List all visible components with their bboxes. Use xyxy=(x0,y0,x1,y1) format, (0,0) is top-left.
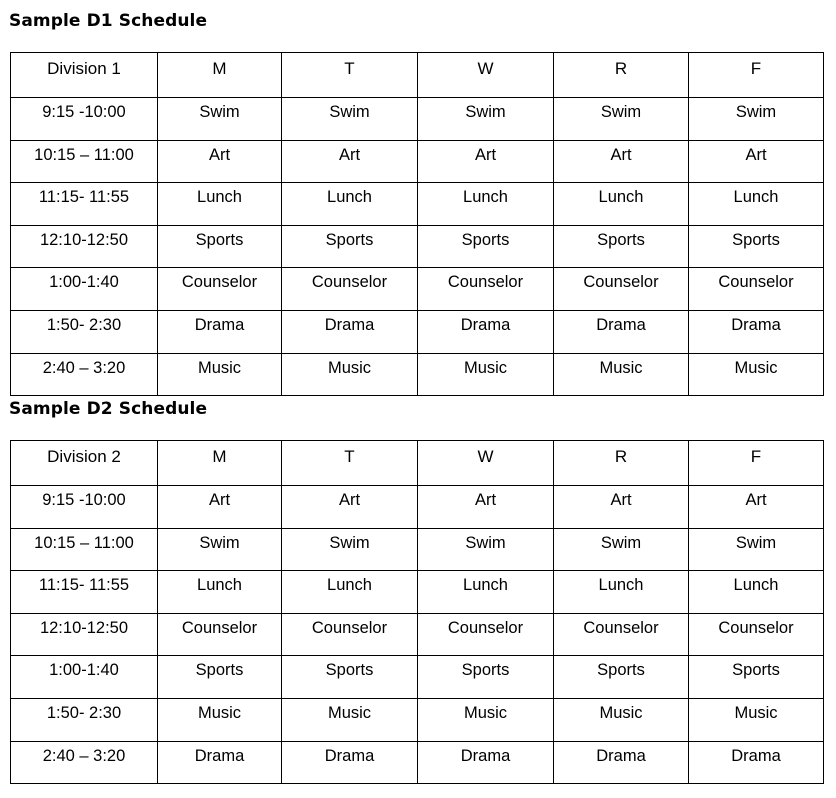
time-slot: 12:10-12:50 xyxy=(11,613,158,656)
activity-cell: Swim xyxy=(282,98,418,141)
activity-cell: Music xyxy=(689,353,824,396)
activity-cell: Music xyxy=(554,353,689,396)
table-row xyxy=(11,268,824,311)
activity-cell: Counselor xyxy=(554,268,689,311)
activity-cell: Sports xyxy=(282,656,418,699)
activity-cell: Music xyxy=(282,353,418,396)
activity-cell: Lunch xyxy=(689,183,824,226)
activity-cell: Swim xyxy=(689,98,824,141)
activity-cell: Art xyxy=(158,140,282,183)
activity-cell: Sports xyxy=(158,656,282,699)
activity-cell: Music xyxy=(158,353,282,396)
schedule-2-table xyxy=(10,440,824,784)
table-row xyxy=(11,613,824,656)
activity-cell: Counselor xyxy=(418,613,554,656)
activity-cell: Lunch xyxy=(158,183,282,226)
activity-cell: Lunch xyxy=(282,571,418,614)
time-slot: 1:00-1:40 xyxy=(11,268,158,311)
activity-cell: Drama xyxy=(418,741,554,784)
activity-cell: Counselor xyxy=(689,268,824,311)
activity-cell: Swim xyxy=(418,98,554,141)
activity-cell: Art xyxy=(689,486,824,529)
activity-cell: Music xyxy=(554,698,689,741)
day-header: R xyxy=(554,53,689,98)
table-row xyxy=(11,98,824,141)
activity-cell: Swim xyxy=(689,528,824,571)
table-row xyxy=(11,698,824,741)
activity-cell: Swim xyxy=(418,528,554,571)
day-header: T xyxy=(282,441,418,486)
table-row xyxy=(11,656,824,699)
schedule-1-table xyxy=(10,52,824,396)
activity-cell: Swim xyxy=(282,528,418,571)
activity-cell: Art xyxy=(554,486,689,529)
schedule-2-title: Sample D2 Schedule xyxy=(9,399,208,419)
activity-cell: Counselor xyxy=(554,613,689,656)
activity-cell: Drama xyxy=(689,741,824,784)
table-row xyxy=(11,183,824,226)
time-slot: 1:50- 2:30 xyxy=(11,698,158,741)
activity-cell: Lunch xyxy=(554,571,689,614)
activity-cell: Drama xyxy=(554,741,689,784)
activity-cell: Art xyxy=(282,486,418,529)
activity-cell: Drama xyxy=(418,310,554,353)
table-row xyxy=(11,528,824,571)
activity-cell: Counselor xyxy=(282,613,418,656)
activity-cell: Art xyxy=(689,140,824,183)
day-header: W xyxy=(418,441,554,486)
table-row xyxy=(11,741,824,784)
activity-cell: Lunch xyxy=(418,183,554,226)
activity-cell: Art xyxy=(282,140,418,183)
activity-cell: Counselor xyxy=(282,268,418,311)
activity-cell: Lunch xyxy=(689,571,824,614)
activity-cell: Sports xyxy=(554,225,689,268)
schedule-1-title: Sample D1 Schedule xyxy=(9,11,208,31)
day-header: M xyxy=(158,441,282,486)
time-slot: 9:15 -10:00 xyxy=(11,486,158,529)
activity-cell: Drama xyxy=(282,310,418,353)
activity-cell: Drama xyxy=(689,310,824,353)
day-header: M xyxy=(158,53,282,98)
activity-cell: Music xyxy=(158,698,282,741)
table-header-row xyxy=(11,441,824,486)
table-header-row xyxy=(11,53,824,98)
activity-cell: Sports xyxy=(282,225,418,268)
activity-cell: Counselor xyxy=(158,268,282,311)
time-slot: 2:40 – 3:20 xyxy=(11,353,158,396)
activity-cell: Sports xyxy=(689,656,824,699)
activity-cell: Lunch xyxy=(282,183,418,226)
time-slot: 11:15- 11:55 xyxy=(11,571,158,614)
time-slot: 1:00-1:40 xyxy=(11,656,158,699)
day-header: F xyxy=(689,441,824,486)
activity-cell: Lunch xyxy=(158,571,282,614)
division-label: Division 2 xyxy=(11,441,158,486)
activity-cell: Swim xyxy=(554,528,689,571)
table-row xyxy=(11,353,824,396)
time-slot: 10:15 – 11:00 xyxy=(11,140,158,183)
activity-cell: Swim xyxy=(554,98,689,141)
time-slot: 10:15 – 11:00 xyxy=(11,528,158,571)
activity-cell: Sports xyxy=(554,656,689,699)
activity-cell: Drama xyxy=(282,741,418,784)
activity-cell: Lunch xyxy=(554,183,689,226)
day-header: R xyxy=(554,441,689,486)
activity-cell: Counselor xyxy=(158,613,282,656)
activity-cell: Counselor xyxy=(418,268,554,311)
activity-cell: Drama xyxy=(554,310,689,353)
table-row xyxy=(11,225,824,268)
division-label: Division 1 xyxy=(11,53,158,98)
activity-cell: Counselor xyxy=(689,613,824,656)
time-slot: 2:40 – 3:20 xyxy=(11,741,158,784)
table-row xyxy=(11,310,824,353)
activity-cell: Sports xyxy=(418,225,554,268)
time-slot: 1:50- 2:30 xyxy=(11,310,158,353)
day-header: W xyxy=(418,53,554,98)
activity-cell: Music xyxy=(689,698,824,741)
activity-cell: Art xyxy=(158,486,282,529)
day-header: F xyxy=(689,53,824,98)
activity-cell: Music xyxy=(418,353,554,396)
activity-cell: Art xyxy=(554,140,689,183)
activity-cell: Sports xyxy=(418,656,554,699)
day-header: T xyxy=(282,53,418,98)
activity-cell: Music xyxy=(282,698,418,741)
activity-cell: Sports xyxy=(158,225,282,268)
activity-cell: Swim xyxy=(158,528,282,571)
table-row xyxy=(11,571,824,614)
table-row xyxy=(11,486,824,529)
time-slot: 11:15- 11:55 xyxy=(11,183,158,226)
activity-cell: Drama xyxy=(158,310,282,353)
activity-cell: Drama xyxy=(158,741,282,784)
table-row xyxy=(11,140,824,183)
time-slot: 9:15 -10:00 xyxy=(11,98,158,141)
activity-cell: Lunch xyxy=(418,571,554,614)
activity-cell: Art xyxy=(418,140,554,183)
activity-cell: Art xyxy=(418,486,554,529)
time-slot: 12:10-12:50 xyxy=(11,225,158,268)
activity-cell: Sports xyxy=(689,225,824,268)
activity-cell: Swim xyxy=(158,98,282,141)
activity-cell: Music xyxy=(418,698,554,741)
